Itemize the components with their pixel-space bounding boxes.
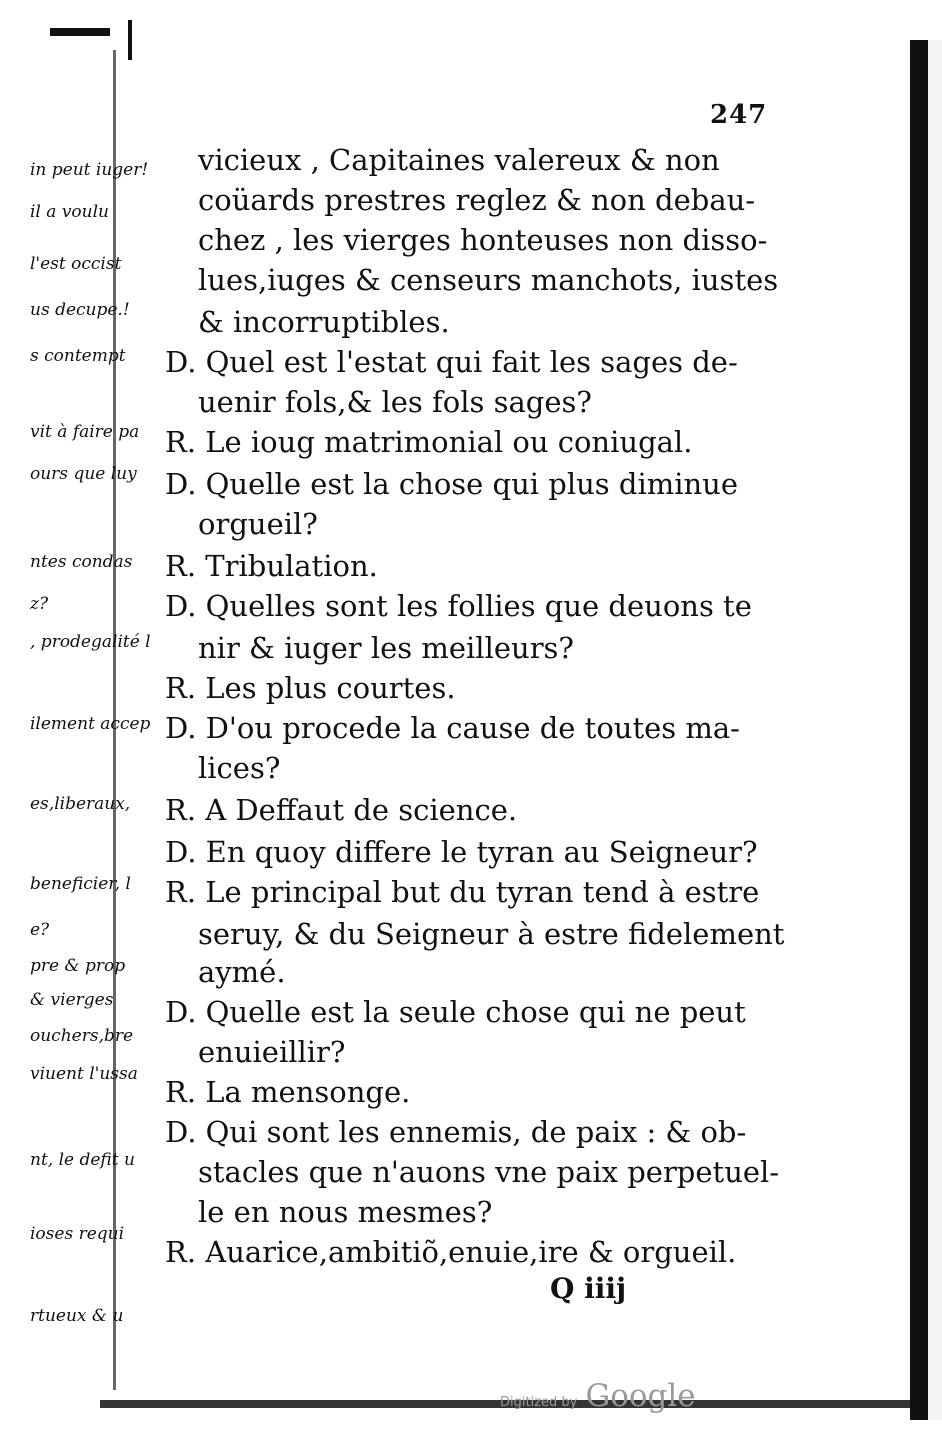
text-line: D. Quelle est la seule chose qui ne peut: [165, 995, 746, 1029]
text-line: D. D'ou procede la cause de toutes ma-: [165, 711, 740, 745]
margin-note: ioses requi: [30, 1224, 125, 1244]
watermark-prefix: Digitized by: [500, 1395, 578, 1410]
margin-note: z?: [30, 594, 49, 614]
signature-mark: Q iiij: [550, 1272, 627, 1305]
margin-note: & vierges: [30, 990, 114, 1010]
text-line: D. En quoy differe le tyran au Seigneur?: [165, 835, 758, 869]
margin-note: viuent l'ussa: [30, 1064, 138, 1084]
text-line: le en nous mesmes?: [198, 1195, 493, 1229]
margin-note: us decupe.!: [30, 300, 130, 320]
text-line: coüards prestres reglez & non debau-: [198, 183, 756, 217]
text-line: enuieillir?: [198, 1035, 346, 1069]
text-line: chez , les vierges honteuses non disso-: [198, 223, 768, 257]
text-line: R. Le ioug matrimonial ou coniugal.: [165, 425, 693, 459]
digitization-watermark: [500, 1378, 696, 1414]
watermark-brand: Google: [585, 1378, 696, 1414]
text-line: aymé.: [198, 955, 286, 989]
margin-note: in peut iuger!: [30, 160, 149, 180]
text-line: R. Les plus courtes.: [165, 671, 456, 705]
text-line: R. A Deffaut de science.: [165, 793, 518, 827]
margin-note: ouchers,bre: [30, 1026, 134, 1046]
text-line: D. Quelles sont les follies que deuons te: [165, 589, 752, 623]
text-line: R. Tribulation.: [165, 549, 378, 583]
text-line: lues,iuges & censeurs manchots, iustes: [198, 263, 779, 297]
text-line: nir & iuger les meilleurs?: [198, 631, 574, 665]
margin-note: e?: [30, 920, 50, 940]
margin-note: ntes condas: [30, 552, 133, 572]
margin-note: nt, le defit u: [30, 1150, 135, 1170]
text-line: R. La mensonge.: [165, 1075, 411, 1109]
text-line: lices?: [198, 751, 281, 785]
margin-notes: [30, 160, 151, 1360]
margin-note: s contempt: [30, 346, 126, 366]
text-line: D. Quelle est la chose qui plus diminue: [165, 467, 739, 501]
text-line: orgueil?: [198, 507, 318, 541]
margin-note: l'est occist: [30, 254, 122, 274]
right-page-edge-highlight: [928, 40, 942, 1420]
text-line: R. Auarice,ambitiõ,enuie,ire & orgueil.: [165, 1235, 737, 1269]
margin-note: ilement accep: [30, 714, 151, 734]
text-line: & incorruptibles.: [198, 305, 450, 339]
margin-note: rtueux & u: [30, 1306, 124, 1326]
page-number: 247: [710, 100, 768, 130]
text-line: vicieux , Capitaines valereux & non: [198, 143, 720, 177]
text-line: D. Qui sont les ennemis, de paix : & ob-: [165, 1115, 747, 1149]
text-line: stacles que n'auons vne paix perpetuel-: [198, 1155, 780, 1189]
margin-note: es,liberaux,: [30, 794, 131, 814]
page-edge-mark: [50, 28, 110, 36]
text-line: R. Le principal but du tyran tend à estre: [165, 875, 760, 909]
text-line: D. Quel est l'estat qui fait les sages de-: [165, 345, 738, 379]
margin-note: il a voulu: [30, 202, 109, 222]
margin-note: vit à faire pa: [30, 422, 140, 442]
margin-note: pre & prop: [30, 956, 126, 976]
margin-note: , prodegalité l: [30, 632, 151, 652]
margin-note: ours que luy: [30, 464, 137, 484]
margin-note: beneficier, l: [30, 874, 131, 894]
right-page-edge: [910, 40, 930, 1420]
text-line: seruy, & du Seigneur à estre fidelement: [198, 917, 785, 951]
page-edge-mark: [128, 20, 132, 60]
text-line: uenir fols,& les fols sages?: [198, 385, 592, 419]
